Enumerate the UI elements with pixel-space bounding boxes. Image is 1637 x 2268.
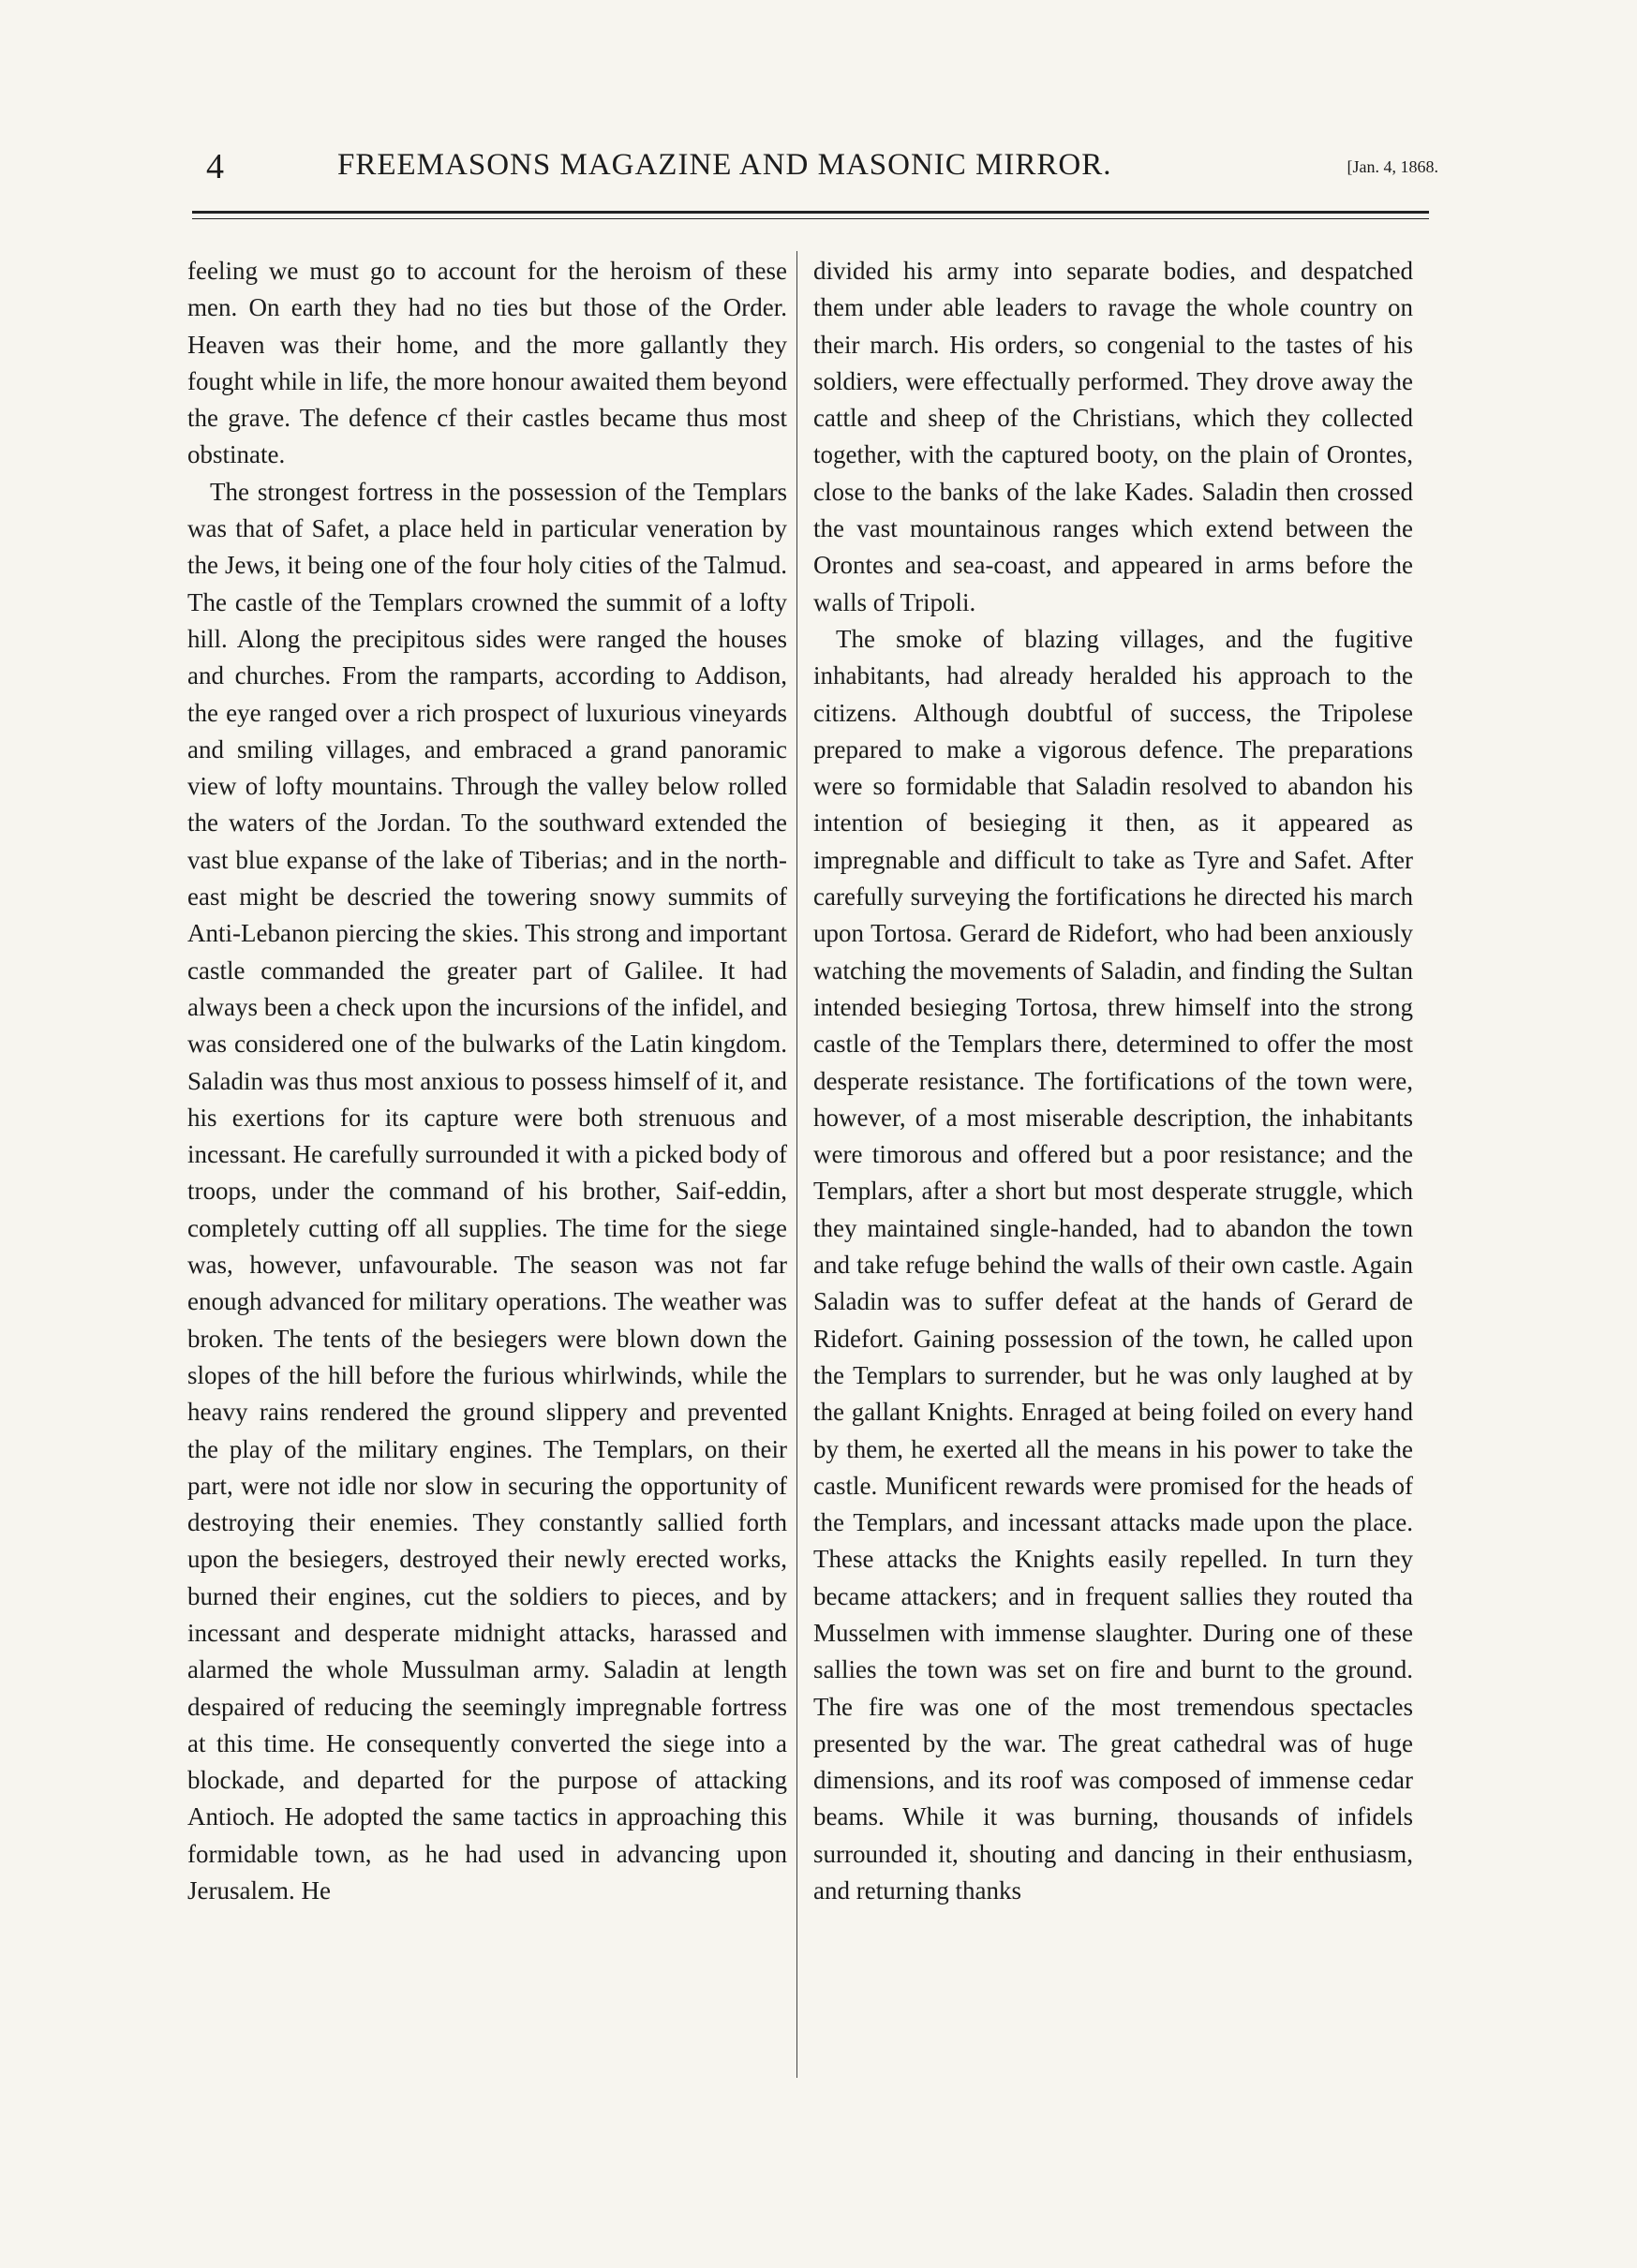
running-title: FREEMASONS MAGAZINE AND MASONIC MIRROR. <box>337 148 1112 182</box>
right-paragraph-2: The smoke of blazing villages, and the fugitive inhabitants, had already heralded his approach to the citizens. Although doubtful of success, the Tripolese prepared to make a vigorous defence. The preparations were so formidable that Saladin resolved to abandon his intention of besieging it then, as it appeared as impregnable and difficult to take as Tyre and Safet. After carefully surveying the fortifications he directed his march upon Tortosa. Gerard de Ridefort, who had been anxiously watching the movements of Saladin, and finding the Sultan intended besieging Tortosa, threw himself into the strong castle of the Templars there, determined to offer the most desperate resistance. The fortifications of the town were, however, of a most miserable description, the inhabitants were timorous and offered but a poor resistance; and the Templars, after a short but most desperate struggle, which they maintained single-handed, had to abandon the town and take refuge behind the walls of their own castle. Again Saladin was to suffer defeat at the hands of Gerard de Ridefort. Gaining possession of the town, he called upon the Templars to surrender, but he was only laughed at by the gallant Knights. Enraged at being foiled on every hand by them, he exerted all the means in his power to take the castle. Munificent rewards were promised for the heads of the Templars, and incessant attacks made upon the place. These attacks the Knights easily repelled. In turn they became attackers; and in frequent sallies they routed tha Musselmen with immense slaughter. During one of these sallies the town was set on fire and burnt to the ground. The fire was one of the most tremendous spectacles presented by the war. The great cathedral was of huge dimensions, and its roof was composed of immense cedar beams. While it was burning, thousands of infidels surrounded it, shouting and dancing in their enthusiasm, and returning thanks <box>813 624 1413 1905</box>
left-paragraph-1: feeling we must go to account for the heroism of these men. On earth they had no ties but those of the Order. Heaven was their home, and the more gallantly they fought while in life, the more honour awaited them beyond the grave. The defence cf their castles became thus most obstinate. <box>187 257 787 469</box>
right-column <box>813 253 1413 1909</box>
page-number: 4 <box>206 147 224 186</box>
issue-date: [Jan. 4, 1868. <box>1347 157 1438 176</box>
header-rule-thin <box>192 218 1429 219</box>
left-paragraph-2: The strongest fortress in the possession of the Templars was that of Safet, a place held in particular veneration by the Jews, it being one of the four holy cities of the Talmud. The castle of the Templars crowned the summit of a lofty hill. Along the precipitous sides were ranged the houses and churches. From the ramparts, according to Addison, the eye ranged over a rich prospect of luxurious vineyards and smiling villages, and embraced a grand panoramic view of lofty mountains. Through the valley below rolled the waters of the Jordan. To the southward extended the vast blue expanse of the lake of Tiberias; and in the north-east might be descried the towering snowy summits of Anti-Lebanon piercing the skies. This strong and important castle commanded the greater part of Galilee. It had always been a check upon the incursions of the infidel, and was considered one of the bulwarks of the Latin kingdom. Saladin was thus most anxious to possess himself of it, and his exertions for its capture were both strenuous and incessant. He carefully surrounded it with a picked body of troops, under the command of his brother, Saif-eddin, completely cutting off all supplies. The time for the siege was, however, unfavourable. The season was not far enough advanced for military operations. The weather was broken. The tents of the besiegers were blown down the slopes of the hill before the furious whirlwinds, while the heavy rains rendered the ground slippery and prevented the play of the military engines. The Templars, on their part, were not idle nor slow in securing the opportunity of destroying their enemies. They constantly sallied forth upon the besiegers, destroyed their newly erected works, burned their engines, cut the soldiers to pieces, and by incessant and desperate midnight attacks, harassed and alarmed the whole Mussulman army. Saladin at length despaired of reducing the seemingly impregnable fortress at this time. He consequently converted the siege into a blockade, and departed for the purpose of attacking Antioch. He adopted the same tactics in approaching this formidable town, as he had used in advancing upon Jerusalem. He <box>187 477 787 1905</box>
header-rule <box>192 211 1429 214</box>
left-column <box>187 253 787 1909</box>
page-header <box>169 141 1471 206</box>
column-divider <box>796 251 797 2078</box>
right-paragraph-1: divided his army into separate bodies, and despatched them under able leaders to ravage the whole country on their march. His orders, so congenial to the tastes of his soldiers, were effectually performed. They drove away the cattle and sheep of the Christians, which they collected together, with the captured booty, on the plain of Orontes, close to the banks of the lake Kades. Saladin then crossed the vast mountainous ranges which extend between the Orontes and sea-coast, and appeared in arms before the walls of Tripoli. <box>813 257 1413 616</box>
